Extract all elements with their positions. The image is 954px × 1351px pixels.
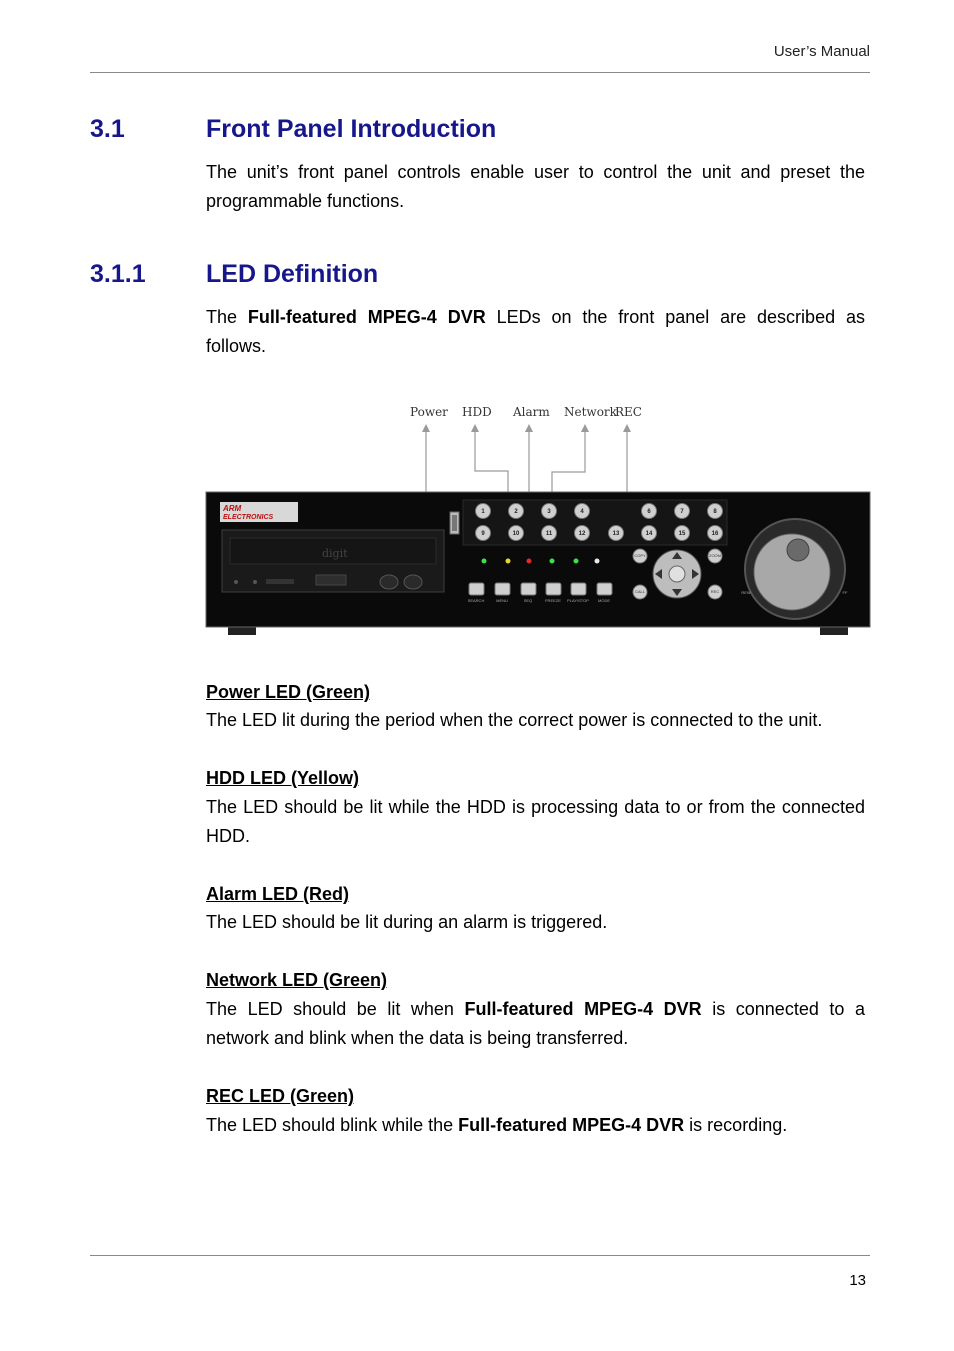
key-number: 15 (678, 531, 686, 537)
disc-brand: digit (322, 547, 348, 560)
ff-label: FF (842, 590, 848, 595)
key-number: 8 (713, 509, 717, 515)
key-number: 1 (481, 509, 485, 515)
description-text: is recording. (684, 1115, 788, 1135)
product-name: Full-featured MPEG-4 DVR (458, 1115, 685, 1135)
led-title: Network LED (Green) (206, 970, 388, 990)
header-rule (90, 72, 870, 73)
button-label: SEARCH (467, 598, 485, 603)
section-number: 3.1.1 (90, 260, 146, 288)
button-label: CALL (634, 589, 646, 594)
button-label: COPY (634, 553, 646, 558)
led-title: REC LED (Green) (206, 1086, 355, 1106)
button-label: REC (710, 589, 720, 594)
key-number: 12 (578, 531, 586, 537)
led-description: The LED should be lit while the HDD is processing data to or from the connected HDD. (206, 797, 865, 846)
logo-line-1: ARM (223, 504, 242, 513)
power-led (482, 559, 487, 564)
key-number: 7 (680, 509, 684, 515)
seq-button[interactable] (521, 583, 536, 595)
led-description (206, 995, 865, 1053)
led-description: The LED should be lit during an alarm is triggered. (206, 912, 608, 932)
product-name: Full-featured MPEG-4 DVR (247, 307, 486, 327)
key-number: 6 (647, 509, 651, 515)
description-text: is connected to a network and blink when the data is being transferred. (206, 999, 865, 1048)
key-number: 3 (547, 509, 551, 515)
jog-knob (787, 539, 809, 561)
section-heading-3-1-1 (90, 260, 378, 289)
key-number: 14 (645, 531, 653, 537)
section-title: LED Definition (206, 260, 379, 288)
led-title: HDD LED (Yellow) (206, 768, 360, 788)
manual-title: User’s Manual (773, 43, 870, 60)
button-label: PLAY/STOP (567, 598, 589, 603)
page-number: 13 (849, 1272, 866, 1289)
label-power: Power (410, 405, 448, 419)
intro-text: The (206, 307, 248, 327)
mode-button[interactable] (597, 583, 612, 595)
description-text: The LED should blink while the (206, 1115, 459, 1135)
led-title: Power LED (Green) (206, 682, 371, 702)
intro-text: LEDs on the front panel are described as follows. (206, 307, 865, 356)
product-name: Full-featured MPEG-4 DVR (464, 999, 702, 1019)
search-button[interactable] (469, 583, 484, 595)
dvr-front-panel-figure (200, 394, 880, 644)
enter-button[interactable] (669, 566, 685, 582)
section-heading-3-1 (90, 115, 496, 144)
alarm-led (527, 559, 532, 564)
usb-port (450, 512, 459, 534)
button-label: ZOOM (709, 553, 721, 558)
led-description: The LED lit during the period when the correct power is connected to the unit. (206, 710, 823, 730)
key-number: 9 (481, 531, 485, 537)
key-number: 4 (580, 509, 584, 515)
led-indicator (595, 559, 600, 564)
label-network: Network (564, 405, 617, 419)
arm-logo (220, 502, 298, 522)
hdd-led (506, 559, 511, 564)
section-3-1-body: The unit’s front panel controls enable user to control the unit and preset the programmable functions. (206, 162, 865, 211)
menu-button[interactable] (495, 583, 510, 595)
logo-line-2: ELECTRONICS (223, 514, 274, 521)
play-stop-button[interactable] (571, 583, 586, 595)
rec-led (574, 559, 579, 564)
freeze-button[interactable] (546, 583, 561, 595)
key-number: 2 (514, 509, 518, 515)
button-label: SEQ (523, 598, 533, 603)
led-description (206, 1111, 865, 1140)
key-number: 16 (711, 531, 719, 537)
arrow-heads (422, 424, 631, 432)
footer-rule (90, 1255, 870, 1256)
led-title: Alarm LED (Red) (206, 884, 350, 904)
section-title: Front Panel Introduction (206, 115, 497, 143)
button-label: MENU (496, 598, 508, 603)
description-text: The LED should be lit when (206, 999, 465, 1019)
label-hdd: HDD (462, 405, 492, 419)
button-label: FREEZE (545, 598, 561, 603)
key-number: 13 (612, 531, 620, 537)
disc-drive (222, 530, 444, 592)
rew-label: REW (741, 590, 751, 595)
led-intro (206, 303, 865, 361)
label-rec: REC (615, 405, 642, 419)
key-number: 11 (545, 531, 553, 537)
key-number: 10 (512, 531, 520, 537)
network-led (550, 559, 555, 564)
button-label: MODE (598, 598, 610, 603)
section-number: 3.1 (90, 115, 125, 143)
label-alarm: Alarm (513, 405, 550, 419)
